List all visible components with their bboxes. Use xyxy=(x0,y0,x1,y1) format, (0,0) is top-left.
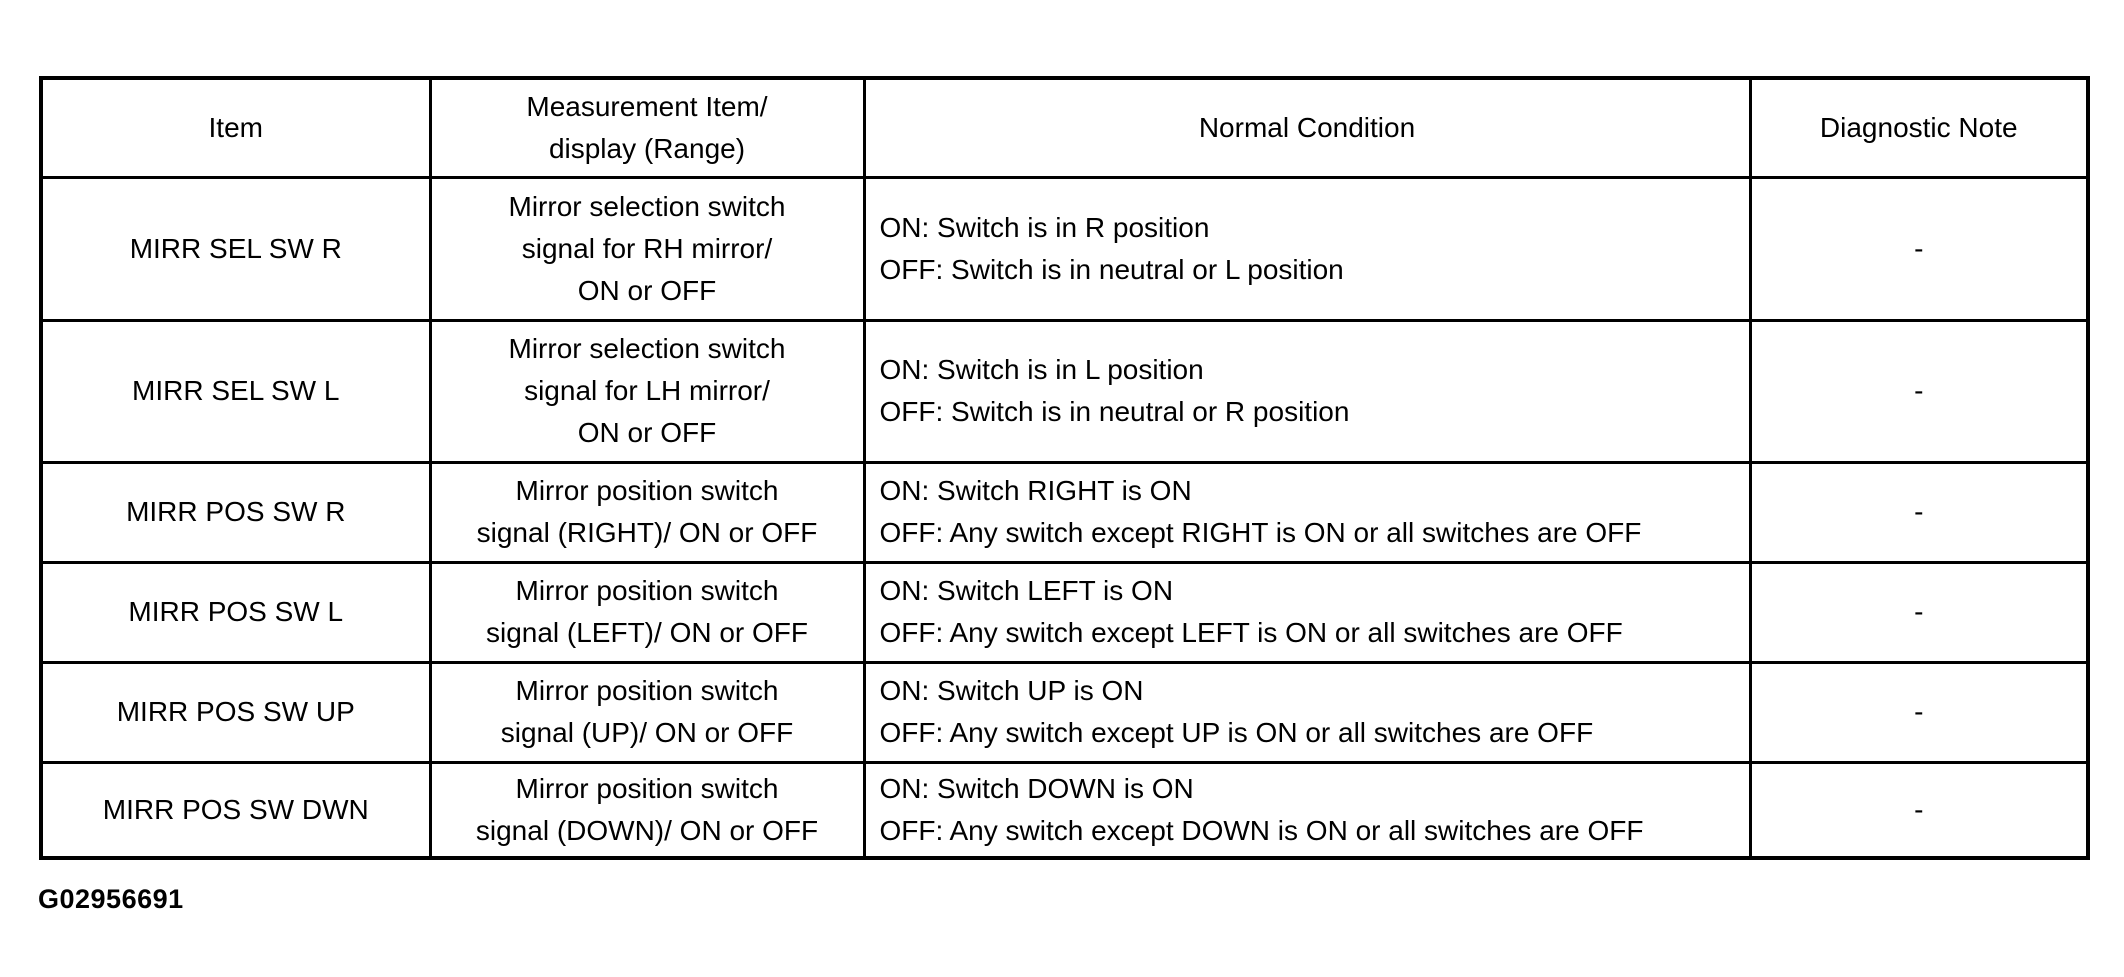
diagnostic-note-value: - xyxy=(1914,793,1924,825)
table-row xyxy=(41,762,2088,858)
measurement-line: signal for LH mirror/ xyxy=(524,375,770,406)
normal-condition-cell xyxy=(864,662,1750,762)
header-measurement-line1: Measurement Item/ xyxy=(526,90,768,122)
header-item-label: Item xyxy=(208,111,263,143)
condition-off-line: OFF: Switch is in neutral or L position xyxy=(879,253,1344,285)
condition-off-line: OFF: Any switch except DOWN is ON or all switches are OFF xyxy=(879,814,1644,846)
diagnostic-note-value: - xyxy=(1914,375,1924,406)
header-diagnostic-note xyxy=(1750,78,2088,177)
diagnostic-note-value: - xyxy=(1914,232,1924,264)
measurement-cell xyxy=(430,562,864,662)
item-cell xyxy=(41,662,430,762)
measurement-cell xyxy=(430,320,864,462)
diagnostic-note-cell xyxy=(1750,762,2088,858)
measurement-line: Mirror selection switch xyxy=(508,333,786,364)
measurement-line: signal for RH mirror/ xyxy=(521,232,773,264)
item-label: MIRR POS SW L xyxy=(128,596,344,627)
normal-condition-cell xyxy=(864,462,1750,562)
condition-off-line: OFF: Switch is in neutral or R position xyxy=(879,396,1350,427)
table-row xyxy=(41,662,2088,762)
figure-id: G02956691 xyxy=(38,884,184,914)
measurement-line: signal (UP)/ ON or OFF xyxy=(500,717,794,748)
measurement-cell xyxy=(430,462,864,562)
normal-condition-cell xyxy=(864,320,1750,462)
measurement-line: Mirror position switch xyxy=(515,675,779,706)
measurement-cell xyxy=(430,762,864,858)
header-normal-condition-label: Normal Condition xyxy=(1198,111,1416,143)
measurement-items-table xyxy=(39,76,2090,860)
table-row xyxy=(41,562,2088,662)
measurement-line: signal (LEFT)/ ON or OFF xyxy=(485,617,809,648)
measurement-line: Mirror selection switch xyxy=(508,190,786,222)
header-measurement-line2: display (Range) xyxy=(548,132,746,164)
measurement-line: Mirror position switch xyxy=(515,475,779,506)
table-row xyxy=(41,320,2088,462)
diagnostic-note-cell xyxy=(1750,177,2088,320)
item-label: MIRR POS SW DWN xyxy=(102,793,369,825)
item-label: MIRR SEL SW R xyxy=(129,232,342,264)
normal-condition-cell xyxy=(864,762,1750,858)
condition-off-line: OFF: Any switch except RIGHT is ON or all switches are OFF xyxy=(879,517,1642,548)
diagnostic-note-cell xyxy=(1750,662,2088,762)
diagnostic-note-cell xyxy=(1750,320,2088,462)
item-cell xyxy=(41,762,430,858)
measurement-line: signal (DOWN)/ ON or OFF xyxy=(475,814,819,846)
diagnostic-note-cell xyxy=(1750,562,2088,662)
measurement-line: ON or OFF xyxy=(577,274,717,306)
measurement-cell xyxy=(430,662,864,762)
item-cell xyxy=(41,177,430,320)
condition-on-line: ON: Switch DOWN is ON xyxy=(879,772,1194,804)
condition-on-line: ON: Switch LEFT is ON xyxy=(879,575,1174,606)
normal-condition-cell xyxy=(864,177,1750,320)
measurement-line: signal (RIGHT)/ ON or OFF xyxy=(476,517,818,548)
table-row xyxy=(41,462,2088,562)
measurement-line: Mirror position switch xyxy=(515,575,779,606)
item-label: MIRR POS SW UP xyxy=(116,696,355,727)
condition-on-line: ON: Switch UP is ON xyxy=(879,675,1144,706)
item-label: MIRR SEL SW L xyxy=(132,375,340,406)
diagnostic-note-value: - xyxy=(1914,596,1924,627)
item-cell xyxy=(41,320,430,462)
diagnostic-note-value: - xyxy=(1914,496,1924,527)
diagnostic-note-value: - xyxy=(1914,696,1924,727)
normal-condition-cell xyxy=(864,562,1750,662)
condition-on-line: ON: Switch is in L position xyxy=(879,354,1204,385)
header-diagnostic-note-label: Diagnostic Note xyxy=(1819,111,2018,143)
header-normal-condition xyxy=(864,78,1750,177)
table-row xyxy=(41,177,2088,320)
item-cell xyxy=(41,462,430,562)
condition-on-line: ON: Switch is in R position xyxy=(879,211,1210,243)
item-cell xyxy=(41,562,430,662)
condition-off-line: OFF: Any switch except UP is ON or all switches are OFF xyxy=(879,717,1594,748)
measurement-line: ON or OFF xyxy=(577,417,717,448)
condition-on-line: ON: Switch RIGHT is ON xyxy=(879,475,1192,506)
item-label: MIRR POS SW R xyxy=(126,496,346,527)
measurement-cell xyxy=(430,177,864,320)
measurement-line: Mirror position switch xyxy=(515,772,779,804)
header-item xyxy=(41,78,430,177)
table-header-row xyxy=(41,78,2088,177)
header-measurement xyxy=(430,78,864,177)
diagnostic-note-cell xyxy=(1750,462,2088,562)
condition-off-line: OFF: Any switch except LEFT is ON or all switches are OFF xyxy=(879,617,1623,648)
